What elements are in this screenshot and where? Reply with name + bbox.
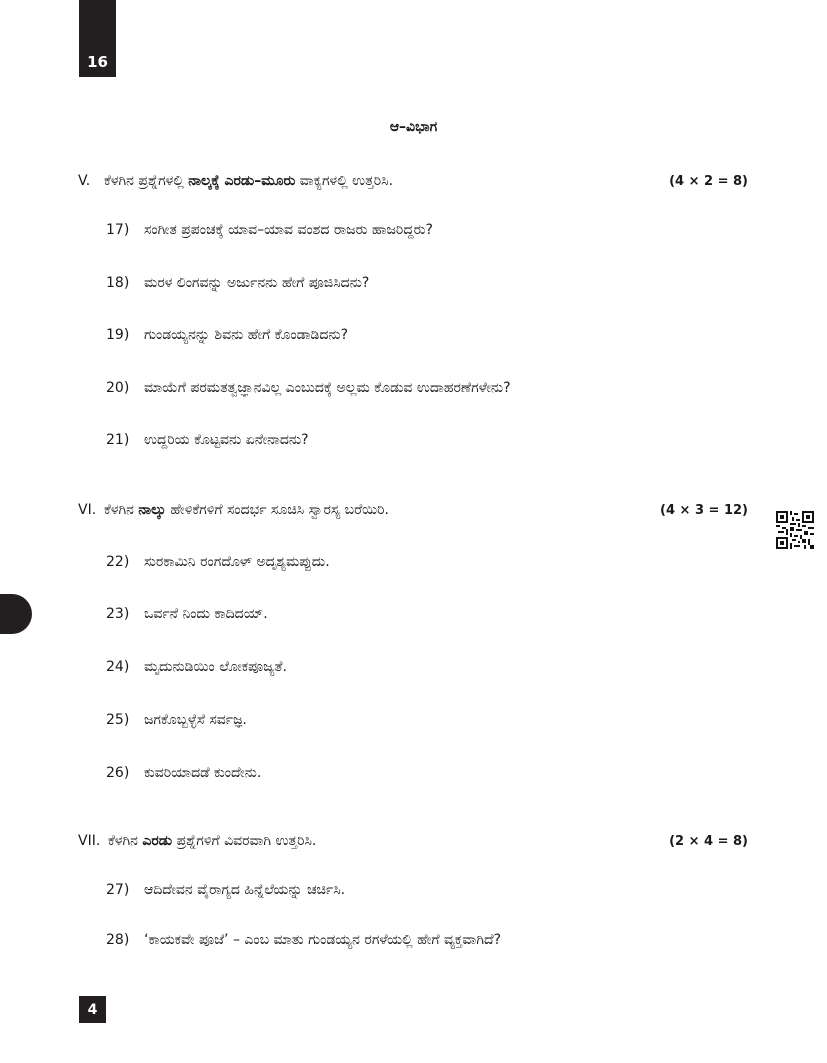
section-heading: ಆ–ವಿಭಾಗ xyxy=(389,119,438,135)
question-number: 24) xyxy=(106,659,130,675)
question-number: 22) xyxy=(106,554,130,570)
instruction-post: ಹೇಳಿಕೆಗಳಿಗೆ ಸಂದರ್ಭ ಸೂಚಿಸಿ ಸ್ವಾರಸ್ಯ ಬರೆಯಿರಿ. xyxy=(165,502,390,518)
instruction-bold: ನಾಲ್ಕು xyxy=(138,502,166,518)
page-number: 4 xyxy=(79,996,106,1023)
question-text: ಒರ್ವನೆ ನಿಂದು ಕಾದಿದಯ್. xyxy=(144,606,268,622)
question-number: 25) xyxy=(106,712,130,728)
question-number: 17) xyxy=(106,222,130,238)
question-item xyxy=(106,552,746,572)
instruction-text xyxy=(104,502,660,518)
chapter-tab-number: 16 xyxy=(87,53,108,71)
question-text: ಮಾಯೆಗೆ ಪರಮತತ್ವಜ್ಞಾನವಿಲ್ಲ ಎಂಬುದಕ್ಕೆ ಅಲ್ಲಮ ಕೊಡುವ ಉದಾಹರಣೆಗಳೇನು? xyxy=(144,380,511,396)
section-roman: VII. xyxy=(78,833,101,849)
question-item xyxy=(106,880,746,900)
section-marks: (2 × 4 = 8) xyxy=(669,833,748,849)
question-item xyxy=(106,430,746,450)
question-text: ‘ಕಾಯಕವೇ ಪೂಜೆ’ – ಎಂಬ ಮಾತು ಗುಂಡಯ್ಯನ ರಗಳೆಯಲ್ಲಿ ಹೇಗೆ ವ್ಯಕ್ತವಾಗಿದೆ? xyxy=(144,932,502,948)
section-vii-instruction xyxy=(78,831,748,851)
question-number: 18) xyxy=(106,275,130,291)
instruction-post: ಪ್ರಶ್ನೆಗಳಿಗೆ ವಿವರವಾಗಿ ಉತ್ತರಿಸಿ. xyxy=(172,833,317,849)
question-item xyxy=(106,604,746,624)
instruction-text xyxy=(108,833,669,849)
question-text: ಜಗಕೊಬ್ಬಳ್ಳೆಸೆ ಸರ್ವಜ್ಞ. xyxy=(144,712,247,728)
question-number: 21) xyxy=(106,432,130,448)
question-text: ಆದಿದೇವನ ವೈರಾಗ್ಯದ ಹಿನ್ನೆಲೆಯನ್ನು ಚರ್ಚಿಸಿ. xyxy=(144,882,346,898)
section-marks: (4 × 3 = 12) xyxy=(660,502,748,518)
instruction-pre: ಕೆಳಗಿನ xyxy=(108,833,143,849)
question-text: ಕುವರಿಯಾದಡೆ ಕುಂದೇನು. xyxy=(144,765,262,781)
question-item xyxy=(106,273,746,293)
instruction-pre: ಕೆಳಗಿನ ಪ್ರಶ್ನೆಗಳಲ್ಲಿ xyxy=(104,173,189,189)
question-number: 23) xyxy=(106,606,130,622)
qr-code-icon xyxy=(776,511,814,549)
question-number: 19) xyxy=(106,327,130,343)
question-number: 26) xyxy=(106,765,130,781)
question-text: ಗುಂಡಯ್ಯನನ್ನು ಶಿವನು ಹೇಗೆ ಕೊಂಡಾಡಿದನು? xyxy=(144,327,349,343)
section-roman: VI. xyxy=(78,502,97,518)
question-item xyxy=(106,220,746,240)
side-thumb-tab xyxy=(0,594,32,634)
instruction-post: ವಾಕ್ಯಗಳಲ್ಲಿ ಉತ್ತರಿಸಿ. xyxy=(295,173,394,189)
question-text: ಸಂಗೀತ ಪ್ರಪಂಚಕ್ಕೆ ಯಾವ–ಯಾವ ವಂಶದ ರಾಜರು ಹಾಜರಿದ್ದರು? xyxy=(144,222,433,238)
question-item xyxy=(106,930,746,950)
section-roman: V. xyxy=(78,173,91,189)
chapter-tab xyxy=(79,0,116,77)
instruction-pre: ಕೆಳಗಿನ xyxy=(104,502,139,518)
question-number: 28) xyxy=(106,932,130,948)
question-number: 27) xyxy=(106,882,130,898)
question-item xyxy=(106,325,746,345)
question-item xyxy=(106,378,746,398)
instruction-bold: ಎರಡು xyxy=(142,833,173,849)
section-vi-instruction xyxy=(78,500,748,520)
question-text: ಉದ್ದರಿಯ ಕೊಟ್ಟವನು ಏನೇನಾದನು? xyxy=(144,432,309,448)
question-item xyxy=(106,763,746,783)
instruction-bold: ನಾಲ್ಕಕ್ಕೆ ಎರಡು–ಮೂರು xyxy=(188,173,296,189)
question-text: ಸುರಕಾಮಿನಿ ರಂಗದೊಳ್ ಅದೃಶ್ಯಮಪ್ಪುದು. xyxy=(144,554,330,570)
question-item xyxy=(106,657,746,677)
section-marks: (4 × 2 = 8) xyxy=(669,173,748,189)
question-number: 20) xyxy=(106,380,130,396)
instruction-text xyxy=(104,173,669,189)
question-text: ಮೃದುನುಡಿಯಿಂ ಲೋಕಪೂಜ್ಯತೆ. xyxy=(144,659,287,675)
question-text: ಮರಳ ಲಿಂಗವನ್ನು ಅರ್ಜುನನು ಹೇಗೆ ಪೂಜಿಸಿದನು? xyxy=(144,275,370,291)
section-v-instruction xyxy=(78,171,748,191)
question-item xyxy=(106,710,746,730)
